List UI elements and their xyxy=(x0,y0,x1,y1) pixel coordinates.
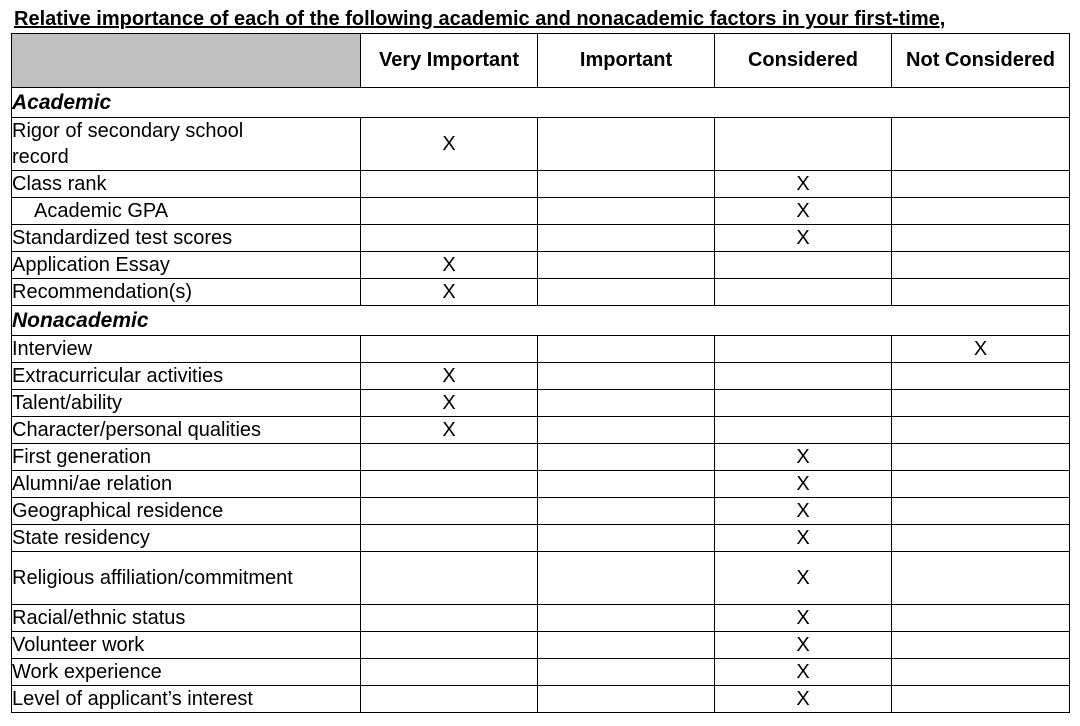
table-row xyxy=(12,390,1070,417)
table-row xyxy=(12,198,1070,225)
rating-cell-important xyxy=(538,632,715,659)
rating-cell-considered: X xyxy=(715,659,892,686)
rating-cell-not-considered xyxy=(892,659,1070,686)
factor-label: Interview xyxy=(12,336,361,363)
column-header-not-considered: Not Considered xyxy=(892,34,1070,88)
factor-label: Standardized test scores xyxy=(12,225,361,252)
rating-cell-important xyxy=(538,552,715,605)
table-row xyxy=(12,552,1070,605)
rating-cell-very-important xyxy=(361,444,538,471)
rating-cell-considered: X xyxy=(715,605,892,632)
rating-cell-important xyxy=(538,363,715,390)
rating-cell-considered: X xyxy=(715,686,892,713)
table-row xyxy=(12,686,1070,713)
rating-cell-not-considered xyxy=(892,390,1070,417)
rating-cell-very-important: X xyxy=(361,118,538,171)
rating-cell-not-considered xyxy=(892,632,1070,659)
section-title: Academic xyxy=(12,88,1070,118)
table-row xyxy=(12,444,1070,471)
rating-cell-considered: X xyxy=(715,471,892,498)
rating-cell-very-important xyxy=(361,632,538,659)
rating-cell-considered: X xyxy=(715,198,892,225)
table-row xyxy=(12,363,1070,390)
rating-cell-not-considered: X xyxy=(892,336,1070,363)
table-row xyxy=(12,525,1070,552)
rating-cell-not-considered xyxy=(892,471,1070,498)
rating-cell-very-important: X xyxy=(361,279,538,306)
factor-label: Work experience xyxy=(12,659,361,686)
rating-cell-important xyxy=(538,336,715,363)
factor-label: Level of applicant’s interest xyxy=(12,686,361,713)
rating-cell-important xyxy=(538,444,715,471)
rating-cell-important xyxy=(538,118,715,171)
column-header-important: Important xyxy=(538,34,715,88)
rating-cell-very-important xyxy=(361,198,538,225)
rating-cell-important xyxy=(538,659,715,686)
factor-label: Application Essay xyxy=(12,252,361,279)
column-header-considered: Considered xyxy=(715,34,892,88)
rating-cell-considered: X xyxy=(715,498,892,525)
rating-cell-important xyxy=(538,390,715,417)
rating-cell-not-considered xyxy=(892,525,1070,552)
rating-cell-very-important: X xyxy=(361,390,538,417)
rating-cell-very-important xyxy=(361,686,538,713)
factor-label: Talent/ability xyxy=(12,390,361,417)
factor-label: Religious affiliation/commitment xyxy=(12,552,361,605)
factor-label: Character/personal qualities xyxy=(12,417,361,444)
table-row xyxy=(12,605,1070,632)
table-heading: Relative importance of each of the following academic and nonacademic factors in your first-time, xyxy=(14,8,946,30)
rating-cell-considered xyxy=(715,279,892,306)
rating-cell-important xyxy=(538,605,715,632)
section-row-academic xyxy=(12,88,1070,118)
rating-cell-important xyxy=(538,252,715,279)
factor-label: Rigor of secondary school record xyxy=(12,118,361,171)
admission-factors-table xyxy=(11,33,1070,713)
rating-cell-considered: X xyxy=(715,444,892,471)
factor-label: Volunteer work xyxy=(12,632,361,659)
factor-label: Alumni/ae relation xyxy=(12,471,361,498)
rating-cell-very-important xyxy=(361,336,538,363)
factor-label: Academic GPA xyxy=(12,198,361,225)
table-row xyxy=(12,252,1070,279)
rating-cell-not-considered xyxy=(892,444,1070,471)
rating-cell-not-considered xyxy=(892,417,1070,444)
section-row-nonacademic xyxy=(12,306,1070,336)
table-row xyxy=(12,118,1070,171)
rating-cell-considered xyxy=(715,417,892,444)
table-row xyxy=(12,471,1070,498)
rating-cell-very-important: X xyxy=(361,363,538,390)
rating-cell-considered: X xyxy=(715,552,892,605)
rating-cell-considered xyxy=(715,336,892,363)
factor-label: State residency xyxy=(12,525,361,552)
rating-cell-considered: X xyxy=(715,171,892,198)
rating-cell-not-considered xyxy=(892,279,1070,306)
rating-cell-considered xyxy=(715,118,892,171)
rating-cell-very-important: X xyxy=(361,417,538,444)
rating-cell-not-considered xyxy=(892,605,1070,632)
rating-cell-not-considered xyxy=(892,225,1070,252)
rating-cell-important xyxy=(538,686,715,713)
table-row xyxy=(12,659,1070,686)
table-row xyxy=(12,498,1070,525)
factor-label: Geographical residence xyxy=(12,498,361,525)
header-corner-cell xyxy=(12,34,361,88)
factor-label: Class rank xyxy=(12,171,361,198)
rating-cell-not-considered xyxy=(892,686,1070,713)
table-row xyxy=(12,225,1070,252)
factor-label: Extracurricular activities xyxy=(12,363,361,390)
rating-cell-not-considered xyxy=(892,252,1070,279)
rating-cell-considered: X xyxy=(715,632,892,659)
rating-cell-important xyxy=(538,198,715,225)
rating-cell-important xyxy=(538,417,715,444)
rating-cell-considered: X xyxy=(715,225,892,252)
rating-cell-very-important xyxy=(361,498,538,525)
rating-cell-important xyxy=(538,171,715,198)
rating-cell-very-important xyxy=(361,605,538,632)
factor-label: Recommendation(s) xyxy=(12,279,361,306)
rating-cell-not-considered xyxy=(892,552,1070,605)
rating-cell-important xyxy=(538,498,715,525)
table-row xyxy=(12,417,1070,444)
table-row xyxy=(12,171,1070,198)
table-row xyxy=(12,336,1070,363)
rating-cell-not-considered xyxy=(892,118,1070,171)
factor-label: Racial/ethnic status xyxy=(12,605,361,632)
rating-cell-important xyxy=(538,525,715,552)
table-row xyxy=(12,279,1070,306)
rating-cell-considered xyxy=(715,363,892,390)
rating-cell-very-important xyxy=(361,225,538,252)
factor-label: First generation xyxy=(12,444,361,471)
table-row xyxy=(12,632,1070,659)
rating-cell-considered xyxy=(715,252,892,279)
rating-cell-considered xyxy=(715,390,892,417)
table-body xyxy=(12,88,1070,713)
rating-cell-important xyxy=(538,225,715,252)
rating-cell-very-important xyxy=(361,171,538,198)
rating-cell-not-considered xyxy=(892,171,1070,198)
rating-cell-not-considered xyxy=(892,498,1070,525)
rating-cell-important xyxy=(538,279,715,306)
rating-cell-very-important xyxy=(361,525,538,552)
rating-cell-considered: X xyxy=(715,525,892,552)
rating-cell-very-important xyxy=(361,659,538,686)
rating-cell-important xyxy=(538,471,715,498)
table-header xyxy=(12,34,1070,88)
column-header-very-important: Very Important xyxy=(361,34,538,88)
rating-cell-very-important xyxy=(361,471,538,498)
rating-cell-very-important: X xyxy=(361,252,538,279)
rating-cell-not-considered xyxy=(892,198,1070,225)
rating-cell-very-important xyxy=(361,552,538,605)
section-title: Nonacademic xyxy=(12,306,1070,336)
rating-cell-not-considered xyxy=(892,363,1070,390)
